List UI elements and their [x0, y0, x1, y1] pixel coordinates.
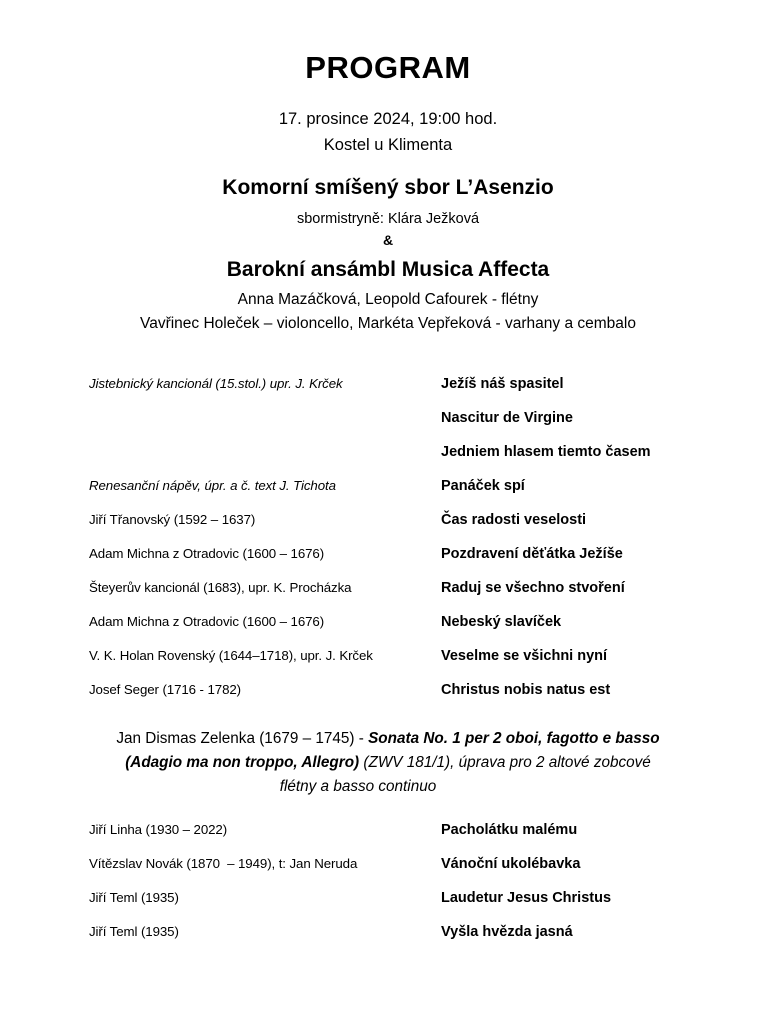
sonata-arrangement-cont: flétny a basso continuo	[279, 778, 437, 795]
piece-title: Christus nobis natus est	[441, 682, 611, 698]
program-row	[0, 614, 776, 636]
composer: Jiří Třanovský (1592 – 1637)	[89, 512, 256, 527]
piece-title: Vánoční ukolébavka	[441, 856, 581, 872]
concert-date: 17. prosince 2024, 19:00 hod.	[278, 110, 498, 128]
piece-title: Nebeský slavíček	[441, 614, 562, 630]
composer: Jistebnický kancionál (15.stol.) upr. J. Krček	[89, 376, 343, 391]
choirmaster: sbormistryně: Klára Ježková	[296, 211, 480, 227]
piece-title: Raduj se všechno stvoření	[441, 580, 625, 596]
composer: Josef Seger (1716 - 1782)	[89, 682, 241, 697]
sonata-title: Sonata No. 1 per 2 oboi, fagotto e basso	[368, 730, 660, 747]
sonata-block	[0, 727, 776, 799]
piece-title: Panáček spí	[441, 478, 525, 494]
composer: Renesanční nápěv, úpr. a č. text J. Tichota	[89, 478, 336, 493]
ensemble-members-1: Anna Mazáčková, Leopold Cafourek - flétny	[237, 291, 539, 308]
program-row	[0, 648, 776, 670]
program-row	[0, 410, 776, 432]
piece-title: Ježíš náš spasitel	[441, 376, 564, 392]
sonata-arrangement: (ZWV 181/1), úprava pro 2 altové zobcové	[359, 754, 651, 771]
composer: Adam Michna z Otradovic (1600 – 1676)	[89, 546, 325, 561]
ampersand: &	[382, 232, 394, 248]
composer: Jiří Linha (1930 – 2022)	[89, 822, 228, 837]
piece-title: Jedniem hlasem tiemto časem	[441, 444, 651, 460]
piece-title: Čas radosti veselosti	[441, 512, 587, 528]
program-row	[0, 856, 776, 878]
sonata-movements: (Adagio ma non troppo, Allegro)	[125, 754, 360, 771]
program-row	[0, 924, 776, 946]
program-row	[0, 478, 776, 500]
page-title: PROGRAM	[305, 50, 471, 85]
piece-title: Pozdravení děťátka Ježíše	[441, 546, 623, 562]
program-row	[0, 376, 776, 398]
program-row	[0, 682, 776, 704]
program-row	[0, 580, 776, 602]
composer: Vítězslav Novák (1870 – 1949), t: Jan Neruda	[89, 856, 358, 871]
program-row	[0, 546, 776, 568]
ensemble-name: Barokní ansámbl Musica Affecta	[226, 258, 550, 281]
piece-title: Vyšla hvězda jasná	[441, 924, 573, 940]
program-row	[0, 512, 776, 534]
composer: V. K. Holan Rovenský (1644–1718), upr. J. Krček	[89, 648, 373, 663]
program-row	[0, 822, 776, 844]
program-row	[0, 444, 776, 466]
sonata-composer: Jan Dismas Zelenka (1679 – 1745) -	[116, 730, 369, 747]
piece-title: Nascitur de Virgine	[441, 410, 573, 426]
concert-venue: Kostel u Klimenta	[323, 136, 453, 154]
composer: Jiří Teml (1935)	[89, 890, 179, 905]
piece-title: Pacholátku malému	[441, 822, 578, 838]
choir-name: Komorní smíšený sbor L’Asenzio	[222, 176, 554, 199]
ensemble-members-2: Vavřinec Holeček – violoncello, Markéta Vepřeková - varhany a cembalo	[140, 315, 636, 332]
composer: Adam Michna z Otradovic (1600 – 1676)	[89, 614, 325, 629]
composer: Šteyerův kancionál (1683), upr. K. Procházka	[89, 580, 352, 595]
piece-title: Veselme se všichni nyní	[441, 648, 608, 664]
program-row	[0, 890, 776, 912]
piece-title: Laudetur Jesus Christus	[441, 890, 612, 906]
composer: Jiří Teml (1935)	[89, 924, 179, 939]
